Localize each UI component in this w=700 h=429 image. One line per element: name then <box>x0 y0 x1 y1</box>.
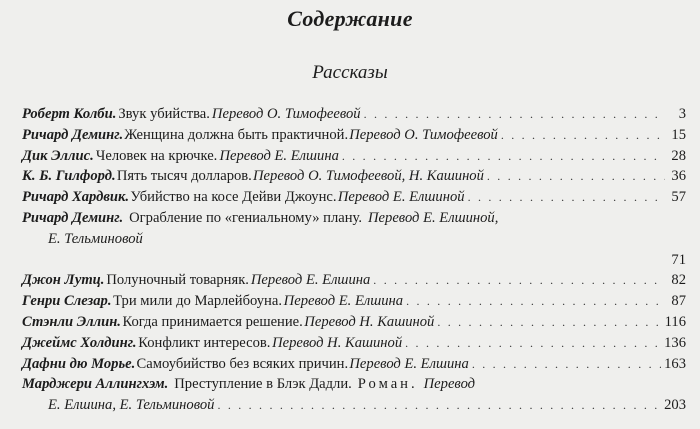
entry-translator: Перевод Е. Елшиной, <box>368 209 499 226</box>
entry-author: Ричард Деминг. <box>22 126 124 143</box>
toc-entry <box>22 125 686 146</box>
entry-title: Преступление в Блэк Дадли. <box>174 376 352 393</box>
dot-leader <box>217 395 661 416</box>
dot-leader <box>472 354 661 375</box>
toc-entry <box>22 312 686 333</box>
toc-entry <box>22 208 686 270</box>
entry-author: К. Б. Гилфорд. <box>22 168 116 185</box>
toc-entry <box>22 354 686 375</box>
toc-entry <box>22 166 686 187</box>
entry-translator: Перевод Н. Кашиной <box>304 313 435 330</box>
entry-translator: Перевод Е. Елшина <box>283 293 404 310</box>
entry-author: Стэнли Эллин. <box>22 313 121 330</box>
entry-translator: Перевод <box>423 376 476 393</box>
entry-author: Джеймс Холдинг. <box>22 334 137 351</box>
page-title: Содержание <box>287 6 413 31</box>
entry-title: Женщина должна быть практичной. <box>124 126 349 143</box>
entry-page: 116 <box>664 313 687 330</box>
toc-entry <box>22 333 686 354</box>
entry-translator: Перевод О. Тимофеевой, Н. Кашиной <box>253 168 484 185</box>
entry-author: Роберт Колби. <box>22 106 117 122</box>
entry-translator: Перевод Е. Елшиной <box>337 189 465 206</box>
entry-author: Дик Эллис. <box>22 147 94 164</box>
entry-page: 163 <box>664 355 686 372</box>
entry-page: 3 <box>678 106 686 122</box>
entry-page: 28 <box>671 147 686 164</box>
entry-title: Звук убийства. <box>118 106 210 122</box>
entry-translator: Перевод Е. Елшина <box>349 355 469 372</box>
dot-leader <box>406 291 665 312</box>
entry-title: Полуночный товарняк. <box>106 272 249 289</box>
dot-leader <box>501 125 665 146</box>
entry-author: Марджери Аллингхэм. <box>22 376 169 393</box>
entry-title: Когда принимается решение. <box>122 313 303 330</box>
dot-leader <box>364 104 665 125</box>
entry-translator: Перевод Е. Елшина <box>250 272 371 289</box>
entry-title: Пять тысяч долларов. <box>116 168 252 185</box>
entry-title: Конфликт интересов. <box>138 334 271 351</box>
entry-translator: Перевод О. Тимофеевой <box>349 126 498 143</box>
entry-page: 57 <box>671 189 686 206</box>
entry-translator: Перевод О. Тимофеевой <box>211 106 361 122</box>
dot-leader <box>405 333 661 354</box>
toc-entry <box>22 146 686 167</box>
entry-author: Джон Лутц. <box>22 272 105 289</box>
entry-translator: Перевод Н. Кашиной <box>272 334 403 351</box>
entry-page: 15 <box>671 126 686 143</box>
entry-title: Убийство на косе Дейви Джоунс. <box>130 189 337 206</box>
entry-author: Ричард Хардвик. <box>22 189 130 206</box>
toc-entry <box>22 104 686 125</box>
entry-page: 203 <box>664 397 686 414</box>
toc-entry <box>22 374 686 416</box>
entry-translator: Перевод Е. Елшина <box>219 147 339 164</box>
entry-author: Генри Слезар. <box>22 293 112 310</box>
toc-entry <box>22 270 686 291</box>
entry-page: 136 <box>664 334 686 351</box>
entry-title: Человек на крючке. <box>95 147 218 164</box>
dot-leader <box>437 312 661 333</box>
section-title: Рассказы <box>312 62 388 83</box>
dot-leader <box>487 166 665 187</box>
entry-author: Ричард Деминг. <box>22 209 124 226</box>
dot-leader <box>342 146 665 167</box>
entry-page: 87 <box>671 293 686 310</box>
dot-leader <box>468 187 665 208</box>
toc-entry <box>22 291 686 312</box>
entry-title: Три мили до Марлейбоуна. <box>113 293 282 310</box>
entry-translator-continued: Е. Тельминовой <box>48 230 143 247</box>
entry-page: 82 <box>671 272 686 289</box>
toc-entry <box>22 187 686 208</box>
entry-translator-continued: Е. Елшина, Е. Тельминовой <box>48 397 215 414</box>
table-of-contents <box>22 104 686 416</box>
entry-page: 36 <box>671 168 686 185</box>
entry-genre: Роман. <box>357 376 418 393</box>
entry-page: 71 <box>671 251 686 268</box>
dot-leader <box>373 270 665 291</box>
entry-title: Ограбление по «гениальному» плану. <box>129 209 363 226</box>
entry-author: Дафни дю Морье. <box>22 355 136 372</box>
entry-title: Самоубийство без всяких причин. <box>136 355 349 372</box>
